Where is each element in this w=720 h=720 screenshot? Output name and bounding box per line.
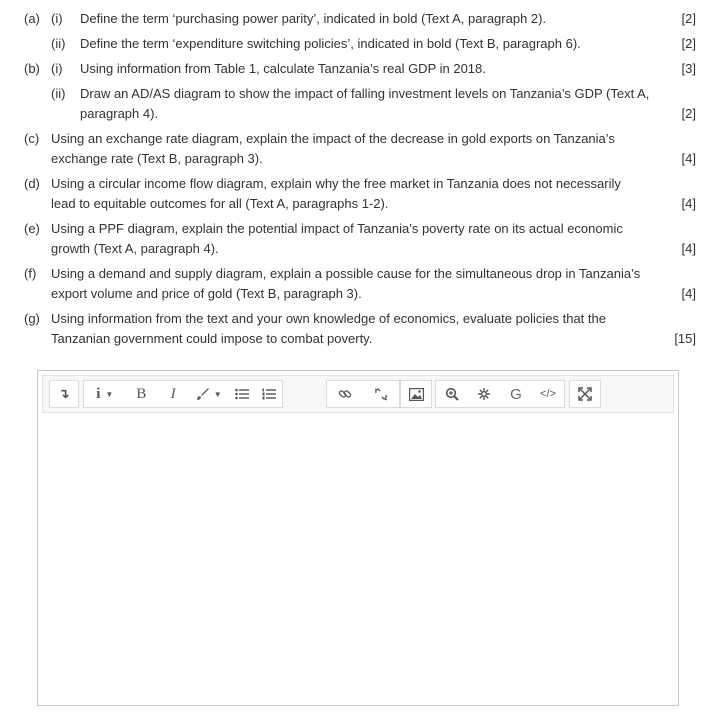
- link-button[interactable]: [327, 381, 363, 407]
- numbered-list-icon: [262, 388, 276, 400]
- collapse-toolbar-button[interactable]: [50, 381, 78, 407]
- google-button[interactable]: [500, 381, 532, 407]
- special-character-icon: [477, 387, 491, 401]
- marks: [4]: [681, 196, 696, 211]
- unlink-icon: [374, 387, 388, 401]
- question-g: [0, 309, 720, 349]
- marks: [15]: [674, 331, 696, 346]
- fullscreen-icon: [578, 387, 592, 401]
- fullscreen-button[interactable]: [570, 381, 600, 407]
- info-icon: i: [96, 385, 101, 402]
- question-label: (b): [24, 61, 40, 76]
- question-text: Define the term ‘purchasing power parity’, indicated in bold (Text A, paragraph 2).: [80, 11, 547, 26]
- zoom-icon: [445, 387, 459, 401]
- question-text-line1: Draw an AD/AS diagram to show the impact of falling investment levels on Tanzania’s GDP (Text A,: [80, 86, 650, 101]
- question-f: [0, 264, 720, 304]
- question-label: (a): [24, 11, 40, 26]
- bulleted-list-button[interactable]: [229, 381, 256, 407]
- question-text-line1: Using a demand and supply diagram, explain a possible cause for the simultaneous drop in Tanzania’s: [51, 266, 641, 281]
- question-a-ii: [0, 34, 720, 54]
- editor-content-area[interactable]: [42, 419, 674, 701]
- question-a-i: [0, 9, 720, 29]
- html-code-icon: </>: [540, 388, 556, 400]
- question-b-ii: [0, 84, 720, 124]
- sub-label: (i): [51, 11, 63, 26]
- numbered-list-button[interactable]: [255, 381, 282, 407]
- question-text-line2: growth (Text A, paragraph 4).: [51, 241, 219, 256]
- marks: [2]: [681, 36, 696, 51]
- question-d: [0, 174, 720, 214]
- toolbar-group-links: [326, 380, 400, 408]
- question-text-line2: lead to equitable outcomes for all (Text A, paragraphs 1-2).: [51, 196, 389, 211]
- paragraph-styles-button[interactable]: [84, 381, 126, 407]
- question-text-line2: export volume and price of gold (Text B, paragraph 3).: [51, 286, 362, 301]
- toolbar-group-format: [83, 380, 283, 408]
- editor-toolbar: [42, 375, 674, 413]
- collapse-icon: ↴: [58, 386, 70, 401]
- google-icon: G: [510, 385, 522, 403]
- answer-editor: [37, 370, 679, 706]
- question-label: (c): [24, 131, 40, 146]
- bulleted-list-icon: [235, 388, 249, 400]
- question-text-line1: Using a circular income flow diagram, explain why the free market in Tanzania does not necessarily: [51, 176, 621, 191]
- insert-image-button[interactable]: [401, 381, 431, 407]
- question-label: (d): [24, 176, 40, 191]
- special-character-button[interactable]: [468, 381, 500, 407]
- sub-label: (i): [51, 61, 63, 76]
- sub-label: (ii): [51, 86, 66, 101]
- italic-button[interactable]: [157, 381, 189, 407]
- question-text-line1: Using a PPF diagram, explain the potential impact of Tanzania’s poverty rate on its actual economic: [51, 221, 623, 236]
- question-text-line1: Using an exchange rate diagram, explain the impact of the decrease in gold exports on Tanzania’s: [51, 131, 615, 146]
- marks: [2]: [681, 106, 696, 121]
- question-b-i: [0, 59, 720, 79]
- question-text-line1: Using information from the text and your own knowledge of economics, evaluate policies that the: [51, 311, 606, 326]
- question-text: Using information from Table 1, calculate Tanzania’s real GDP in 2018.: [80, 61, 486, 76]
- marks: [4]: [681, 286, 696, 301]
- question-label: (g): [24, 311, 40, 326]
- sub-label: (ii): [51, 36, 66, 51]
- toolbar-group-collapse: [49, 380, 79, 408]
- marks: [2]: [681, 11, 696, 26]
- toolbar-group-tools: [435, 380, 565, 408]
- bold-button[interactable]: [126, 381, 158, 407]
- text-color-button[interactable]: [189, 381, 229, 407]
- question-label: (e): [24, 221, 40, 236]
- question-e: [0, 219, 720, 259]
- paint-brush-icon: [196, 387, 210, 401]
- html-code-button[interactable]: [532, 381, 564, 407]
- marks: [4]: [681, 151, 696, 166]
- chevron-down-icon: ▼: [213, 389, 222, 399]
- question-text: Define the term ‘expenditure switching policies’, indicated in bold (Text B, paragraph 6).: [80, 36, 581, 51]
- bold-icon: B: [136, 385, 147, 402]
- toolbar-group-media: [400, 380, 432, 408]
- find-replace-button[interactable]: [436, 381, 468, 407]
- question-text-line2: exchange rate (Text B, paragraph 3).: [51, 151, 263, 166]
- toolbar-group-view: [569, 380, 601, 408]
- image-icon: [409, 388, 424, 401]
- unlink-button[interactable]: [363, 381, 399, 407]
- question-c: [0, 129, 720, 169]
- chevron-down-icon: ▼: [105, 389, 114, 399]
- question-label: (f): [24, 266, 37, 281]
- link-icon: [338, 387, 352, 401]
- marks: [3]: [681, 61, 696, 76]
- marks: [4]: [681, 241, 696, 256]
- italic-icon: I: [170, 385, 176, 402]
- question-text-line2: paragraph 4).: [80, 106, 159, 121]
- question-text-line2: Tanzanian government could impose to combat poverty.: [51, 331, 373, 346]
